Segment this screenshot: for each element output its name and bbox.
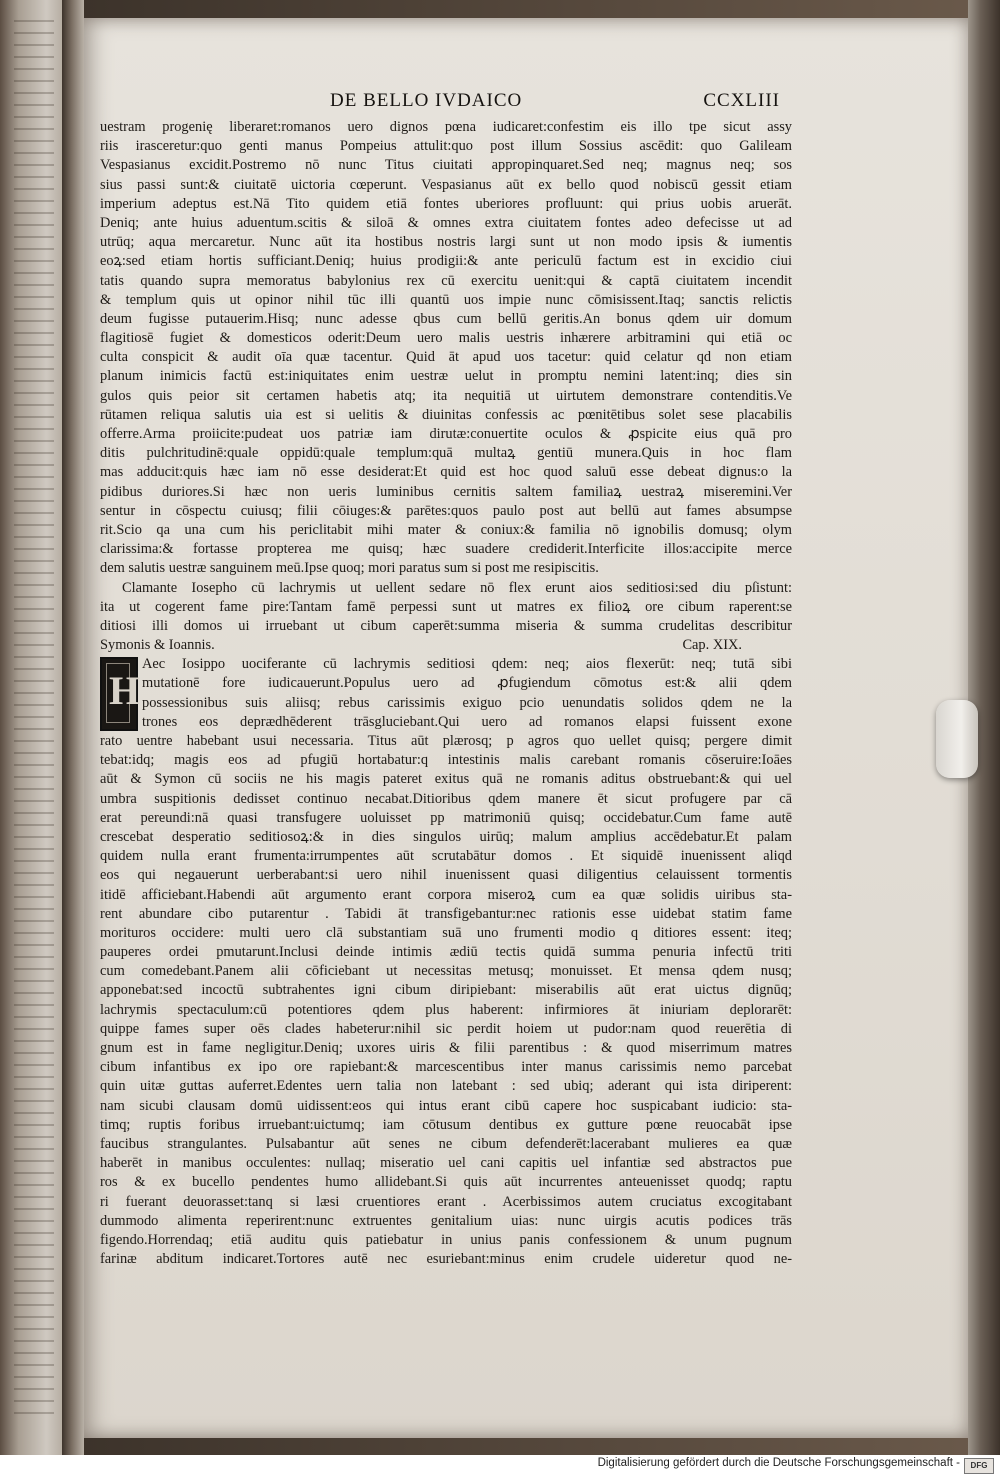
text-line: nam sicubi clausam domū uidissent:eos qui intus erant cibū capere hoc suspicabant iudicio: sta-: [100, 1097, 792, 1114]
text-line: rato uentre habebant usui necessaria. Titus aūt plærosq; p agros quo uellet quisq; pergere dimit: [100, 733, 792, 749]
digitization-footer: [0, 1455, 1000, 1475]
paragraph-block: [100, 655, 792, 1269]
chapter-body: [100, 655, 792, 1269]
text-line: crescebat desperatio seditiosoꝝ:& in dies singulos uirūq; malum amplius accēdebatur.Et palam: [100, 828, 792, 845]
text-line: tatis quando supra memoratus babylonius rex cū exercitu uenit:qui & captā ciuitatem incendit: [100, 272, 792, 289]
text-line: & templum quis ut opinor nihil tūc illi quantū uos impie nunc cōmisissent.Itaq; sanctis relictis: [100, 291, 792, 308]
text-line: ri fuerant deuorasset:tanq si læsi cruentiores erant . Acerbissimos autem cruciatus excogitabant: [100, 1193, 792, 1210]
text-line: planum inimicis factū est:iniquitates enim uestræ uelut in promptu nemini latent:inq; dies sin: [100, 368, 792, 385]
text-line: mas adducit:quis hæc iam nō esse desiderat:Et quid est hoc quod saluū esse debeat dignus:o la: [100, 464, 792, 481]
chapter-summary-end: Symonis & Ioannis.: [100, 637, 215, 654]
text-line: ita ut cogerent fame pire:Tantam famē perpessi sunt ut matres ex filioꝝ ore cibum raperent:se: [100, 598, 792, 615]
text-line: quidem nulla erant frumenta:irrumpentes aūt scrutabātur domos . Et siquidē inuenissent aliqd: [100, 848, 792, 865]
left-page-edge: [0, 0, 62, 1455]
text-line: itidē afficiebant.Habendi aūt argumento erant corpora miseroꝝ cum ea quæ solidis uiribus sta-: [100, 886, 792, 903]
text-line: riis irasceretur:quo genti manus Pompeius attulit:quo post illum Sossius ascēdit: quo Galileam: [100, 138, 792, 155]
text-line: rūtamen reliqua salutis uia est si uelitis & diuinitas confessis ac pœnitētibus solet sese placabilis: [100, 406, 792, 423]
dfg-logo: DFG: [964, 1458, 994, 1474]
text-line: ditis pulchritudinē:quale oppidū:quale templum:quā multaꝝ gentiū munera.Quis in hoc flam: [100, 445, 792, 462]
text-line: deum fugisse putauerim.Hisq; nunc adesse qbus cum bellū geritis.An bonus qdem uir domum: [100, 310, 792, 327]
text-line: ditiosi illi domos ui irruebant ut cibum caperēt:summa miseria & summa crudelitas describitur: [100, 617, 792, 634]
text-line: timq; ruptis foribus irruebant:uictumq; iam cōtusum dentibus ex gutture pœne reuocabāt ipse: [100, 1116, 792, 1133]
text-line: dem salutis uestræ sanguinem meū.Ipse quoq; mori paratus sum si post me resipiscitis.: [100, 560, 599, 577]
book-gutter: [62, 0, 84, 1455]
text-line: trones eos deprædhēderent trāsgluciebant.Qui uero ad romanos elapsi fuissent exone: [142, 713, 792, 730]
chapter-number: Cap. XIX.: [682, 637, 742, 654]
initial-letter: H: [109, 668, 141, 714]
page-clip: [936, 700, 978, 778]
funding-credit: Digitalisierung gefördert durch die Deutsche Forschungsgemeinschaft -: [597, 1457, 960, 1469]
text-line: uestram progenię liberaret:romanos uero dignos pœna iudicaret:confestim eis illo tpe sicut assy: [100, 119, 792, 135]
text-line: mutationē fore iudicauerunt.Populus uero ad ꝓfugiendum cōmotus est:& alii qdem: [142, 675, 792, 692]
decorated-initial: [100, 657, 141, 731]
text-line: figendo.Horrendaq; etiā auditu quis patiebatur in unius panis confessionem & unum pugnum: [100, 1231, 792, 1248]
text-line: rit.Scio qa una cum his periclitabit mihi mater & coniux:& familia nō ignobilis domusq; olym: [100, 521, 792, 538]
text-line: tebat:idq; magis eos ad pfugiū hortabatur:q intestinis malis carebant romanis cōseruire:Ioāes: [100, 752, 792, 769]
text-line: clarissima:& fortasse propterea me quisq; hæc suadere crediderit.Interficite illos:accipite merce: [100, 541, 792, 558]
text-line: flagitiosē fugiet & domesticos oderit:Deum uero malis uestris inhærere arbitramini qui etiā oc: [100, 330, 792, 347]
text-line: dummodo alimenta reperirent:nunc extruentes genitalium uias: nunc uirgis acutis podices trās: [100, 1212, 792, 1229]
text-line: Deniq; ante huius aduentum.scitis & siloā & omnes extra ciuitatem fontes adeo defecisse ut ad: [100, 214, 792, 231]
text-line: gulos quis peior sit certamen habetis atq; ita nequitiā ut uirtutem demonstrare contenditis.Ve: [100, 387, 792, 404]
chapter-heading-row: [100, 636, 792, 655]
text-line: Aec Iosippo uociferante cū lachrymis seditiosi qdem: neq; aios flexerūt: neq; tutā sibi: [142, 656, 792, 673]
running-header: [330, 90, 780, 114]
text-line: aūt & Symon cū sociis ne his magis pateret exitus quā ne romanis aditus obstruebant:& qui uel: [100, 771, 792, 788]
text-line: culta conspicit & audit oīa quæ tacentur. Quid āt apud uos tacetur: quid celatur qd non etiam: [100, 349, 792, 366]
text-line: offerre.Arma proiicite:pudeat uos patriæ iam dirutæ:conuertite oculos & ꝓspicite eius quā pro: [100, 426, 792, 442]
paragraph-block: [100, 118, 792, 579]
text-line: farinæ abditum indicaret.Tortores autē nec esuriebant:minus enim crudele uideretur quod ne-: [100, 1251, 792, 1268]
text-line: rent abundare cibo putarentur . Tabidi āt transfigebantur:nec rationis esse uidebat statim fame: [100, 905, 792, 922]
text-line: eoꝝ:sed etiam hortis sufficiant.Deniq; huius prodigii:& ante periculū factum est in excidio ciui: [100, 253, 792, 270]
text-line: quippe fames super oēs clades habeterur:nihil sic perdit hoiem ut pudor:nam quod reuerētia di: [100, 1020, 792, 1037]
text-line: erat pereundi:nā quasi transfugere uoluisset pp matrimoniū quisq; occidebatur.Cum fame autē: [100, 809, 792, 826]
body-text: [100, 118, 792, 1269]
text-line: Vespasianus excidit.Postremo nō nunc Titus ciuitati appropinquaret.Sed neq; magnus neq; sos: [100, 157, 792, 174]
text-line: Clamante Iosepho cū lachrymis ut uellent sedare nō flex erunt aios seditiosi:sed diu pſistunt:: [122, 579, 792, 596]
text-line: umbra suspitionis dedisset continuo necabat.Ditioribus qdem manere ēt sicut profugere par cā: [100, 790, 792, 807]
text-line: ros & ex bucello pendentes humo allidebant.Si quis aūt incurrentes anteuenisset quodq; raptu: [100, 1174, 792, 1191]
text-line: cum comedebant.Panem alii cōficiebant ut necessitas metusq; monuisset. Et mensa qdem nusq;: [100, 963, 792, 980]
text-line: apponebat:sed incoctū subtrahentes igni cibum diripiebant: miserabilis aūt erat uictus dignūq;: [100, 982, 792, 999]
text-line: lachrymis spectaculum:cū potentiores qdem plus haberent: infirmiores āt iniuriam deplorarēt:: [100, 1001, 792, 1018]
folio-number: CCXLIII: [703, 90, 780, 111]
text-line: morituros occidere: multi uero clā substantiam suā uno frumenti modio q ditiores essent: iteq;: [100, 924, 792, 941]
text-line: faucibus strangulantes. Pulsabantur aūt senes ne cibum defenderēt:lacerabant mulieres ea quæ: [100, 1135, 792, 1152]
text-line: sius passi sunt:& ciuitatē uictoria cœperunt. Vespasianus aūt ex bello quod nobiscū gessit etiam: [100, 176, 792, 193]
chapter-summary: [100, 579, 792, 637]
text-line: haberēt in manibus occulentes: nullaq; miseratio uel cani capitis uel infantiæ sed abstractos pue: [100, 1155, 792, 1172]
text-line: pidibus duriores.Si hæc non ueris luminibus cernitis saltem familiaꝝ uestraꝝ miseremini.Ver: [100, 483, 792, 500]
text-line: cibum infantibus ex ipo ore rapiebant:& marcescentibus inter manus carissimis nemo parcebat: [100, 1059, 792, 1076]
text-line: sentur in cōspectu cuiusq; filii cōiuges:& parētes:quos paulo post aut bellū aut fames absumpse: [100, 502, 792, 519]
text-line: pauperes ordei pmutarunt.Inclusi deinde intimis ædiū tectis quidā summa penuria infectū triti: [100, 944, 792, 961]
text-line: possessionibus suis aliisq; rebus carissimis exiguo pcio uenundatis solidos qdem ne la: [142, 694, 792, 711]
running-title: DE BELLO IVDAICO: [330, 90, 523, 111]
text-line: eos qui negauerunt uerberabant:si uero nihil inuenissent quasi diligentius celauissent tormentis: [100, 867, 792, 884]
text-line: imperium adeptus est.Nā Tito quidem etiā fontes uberiores profluunt: qui prius uobis aruerāt.: [100, 195, 792, 212]
bleed-through-text: [290, 92, 296, 112]
text-line: gnum est in fame negligitur.Deniq; uxores uiris & filii parentibus : & quod miserrimum matres: [100, 1040, 792, 1056]
text-line: quin uitæ guttas auferret.Edentes uern talia non latebant : sed ubiq; aderant qui ista diriperent:: [100, 1078, 792, 1095]
text-line: utrūq; aqua mercaretur. Nunc aūt ita hostibus nostris largi sunt ut non modo ipsis & iumentis: [100, 234, 792, 251]
